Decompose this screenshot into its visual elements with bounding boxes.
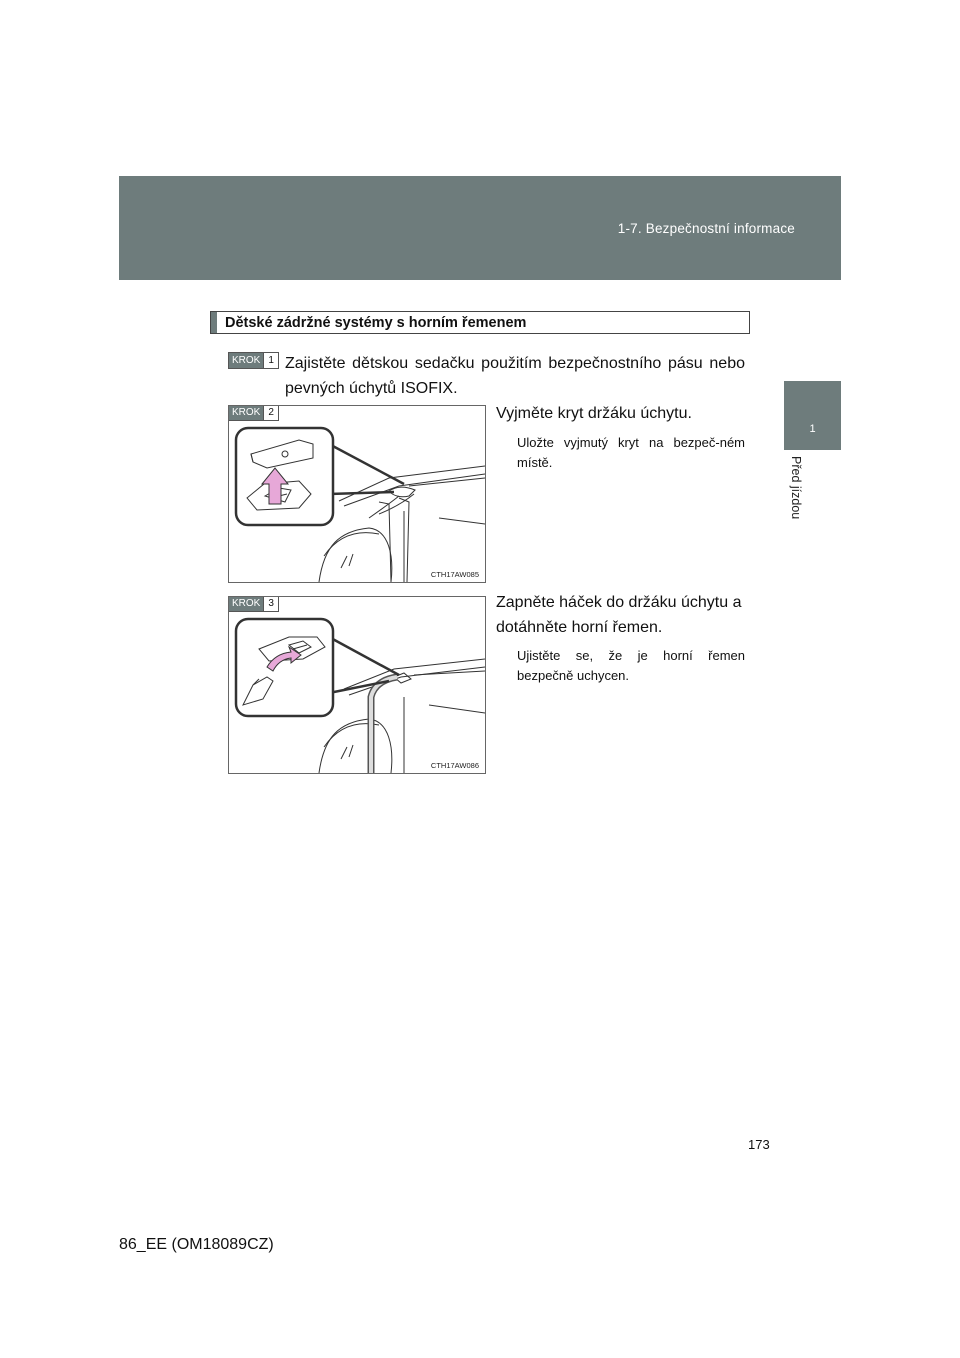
page-number: 173	[748, 1137, 770, 1152]
step-number: 1	[263, 353, 278, 368]
step-2-note: Uložte vyjmutý kryt na bezpeč-ném místě.	[517, 435, 745, 470]
step-number: 3	[263, 597, 278, 611]
figure-code: CTH17AW085	[430, 570, 479, 579]
step-2-text: Vyjměte kryt držáku úchytu.	[496, 405, 692, 422]
chapter-number: 1	[809, 423, 816, 435]
header-band	[119, 176, 841, 280]
section-title: Dětské zádržné systémy s horním řemenem	[225, 314, 527, 331]
section-label: 1-7. Bezpečnostní informace	[617, 221, 795, 236]
step-1-text: Zajistěte dětskou sedačku použitím bezpečnostního pásu nebo pevných úchytů ISOFIX.	[285, 355, 745, 397]
step-word: KROK	[229, 406, 263, 420]
hook-attachment-illustration	[229, 597, 485, 773]
chapter-title-text: Před jízdou	[789, 456, 803, 520]
step-word: KROK	[229, 597, 263, 611]
step-2-figure	[228, 405, 486, 583]
step-3-note: Ujistěte se, že je horní řemen bezpečně uchycen.	[517, 648, 745, 683]
cover-removal-illustration	[229, 406, 485, 582]
section-title-bar	[210, 311, 750, 334]
figure-code: CTH17AW086	[430, 761, 479, 770]
document-code: 86_EE (OM18089CZ)	[119, 1236, 274, 1253]
step-1-badge	[228, 352, 279, 369]
chapter-tab	[784, 381, 841, 450]
step-3-figure	[228, 596, 486, 774]
title-marker	[211, 312, 217, 333]
chapter-title	[787, 456, 807, 546]
step-number: 2	[263, 406, 278, 420]
step-word: KROK	[229, 353, 263, 368]
step-3-text: Zapněte háček do držáku úchytu a dotáhněte horní řemen.	[496, 594, 742, 636]
